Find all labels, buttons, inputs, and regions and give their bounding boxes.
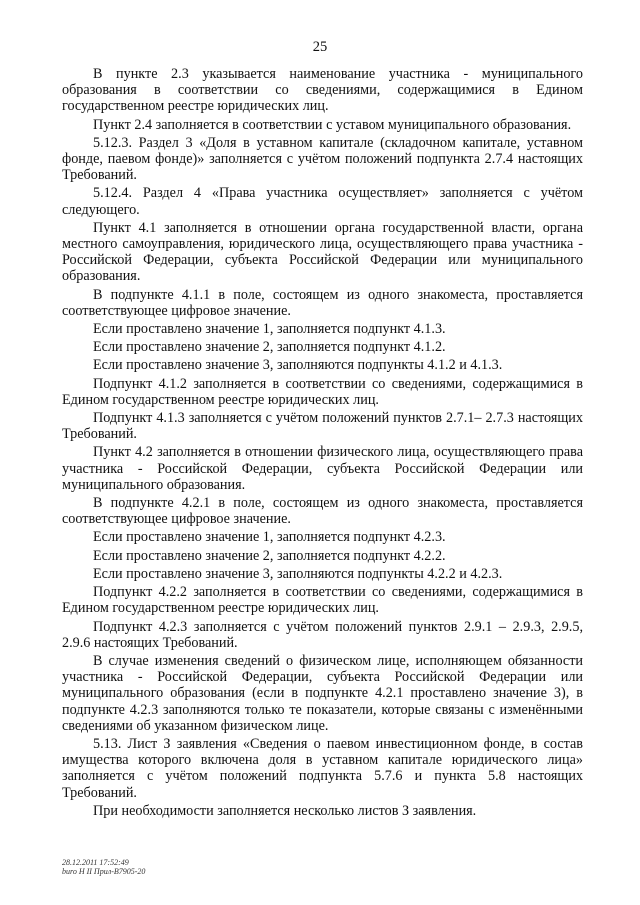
paragraph: 5.12.4. Раздел 4 «Права участника осуществляет» заполняется с учётом следующего. — [62, 185, 583, 218]
paragraph: Пункт 4.1 заполняется в отношении органа государственной власти, органа местного самоуправления, юридического лица, осуществляющего права участника - Российской Федерации, субъекта Российской Федерации или муниципального образования. — [62, 219, 583, 285]
paragraph: Подпункт 4.1.2 заполняется в соответствии со сведениями, содержащимися в Едином государственном реестре юридических лиц. — [62, 375, 583, 408]
paragraph: Подпункт 4.1.3 заполняется с учётом положений пунктов 2.7.1– 2.7.3 настоящих Требований. — [62, 410, 583, 443]
paragraph: В подпункте 4.1.1 в поле, состоящем из одного знакоместа, проставляется соответствующее цифровое значение. — [62, 286, 583, 319]
paragraph: Подпункт 4.2.2 заполняется в соответствии со сведениями, содержащимися в Едином государственном реестре юридических лиц. — [62, 584, 583, 617]
paragraph: Пункт 2.4 заполняется в соответствии с уставом муниципального образования. — [93, 116, 572, 133]
paragraph: Если проставлено значение 2, заполняется подпункт 4.2.2. — [93, 547, 446, 564]
paragraph: Если проставлено значение 3, заполняются подпункты 4.1.2 и 4.1.3. — [93, 357, 503, 374]
paragraph: В случае изменения сведений о физическом лице, исполняющем обязанности участника - Российской Федерации, субъекта Российской Федерации или муниципального образования (если в подпункте 4.2.1 проставлено значение 3), в подпункте 4.2.3 заполняются только те показатели, которые связаны с изменёнными сведениями об указанном физическом лице. — [62, 652, 583, 734]
paragraph: 5.13. Лист З заявления «Сведения о паевом инвестиционном фонде, в состав имущества которого включена доля в уставном капитале юридического лица» заполняется с учётом положений подпункта 5.7.6 и пункта 5.8 настоящих Требований. — [62, 735, 583, 801]
paragraph: В подпункте 4.2.1 в поле, состоящем из одного знакоместа, проставляется соответствующее цифровое значение. — [62, 495, 583, 528]
paragraph: Подпункт 4.2.3 заполняется с учётом положений пунктов 2.9.1 – 2.9.3, 2.9.5, 2.9.6 настоящих Требований. — [62, 618, 583, 651]
paragraph: Если проставлено значение 2, заполняется подпункт 4.1.2. — [93, 339, 446, 356]
footer-file-id: buro H II Прил-В7905-20 — [62, 867, 146, 876]
page-number: 25 — [312, 39, 328, 55]
document-body — [62, 66, 583, 821]
paragraph: При необходимости заполняется несколько листов З заявления. — [93, 802, 477, 819]
paragraph: Пункт 4.2 заполняется в отношении физического лица, осуществляющего права участника - Российской Федерации, субъекта Российской Федерации или муниципального образования. — [62, 444, 583, 493]
paragraph: Если проставлено значение 1, заполняется подпункт 4.2.3. — [93, 529, 446, 546]
paragraph: 5.12.3. Раздел 3 «Доля в уставном капитале (складочном капитале, уставном фонде, паевом фонде)» заполняется с учётом положений подпункта 2.7.4 настоящих Требований. — [62, 134, 583, 184]
document-footer — [62, 858, 145, 876]
footer-timestamp: 28.12.2011 17:52:49 — [62, 858, 129, 867]
paragraph: В пункте 2.3 указывается наименование участника - муниципального образования в соответствии со сведениями, содержащимися в Едином государственном реестре юридических лиц. — [62, 66, 583, 115]
paragraph: Если проставлено значение 1, заполняется подпункт 4.1.3. — [93, 321, 446, 338]
paragraph: Если проставлено значение 3, заполняются подпункты 4.2.2 и 4.2.3. — [93, 565, 503, 582]
